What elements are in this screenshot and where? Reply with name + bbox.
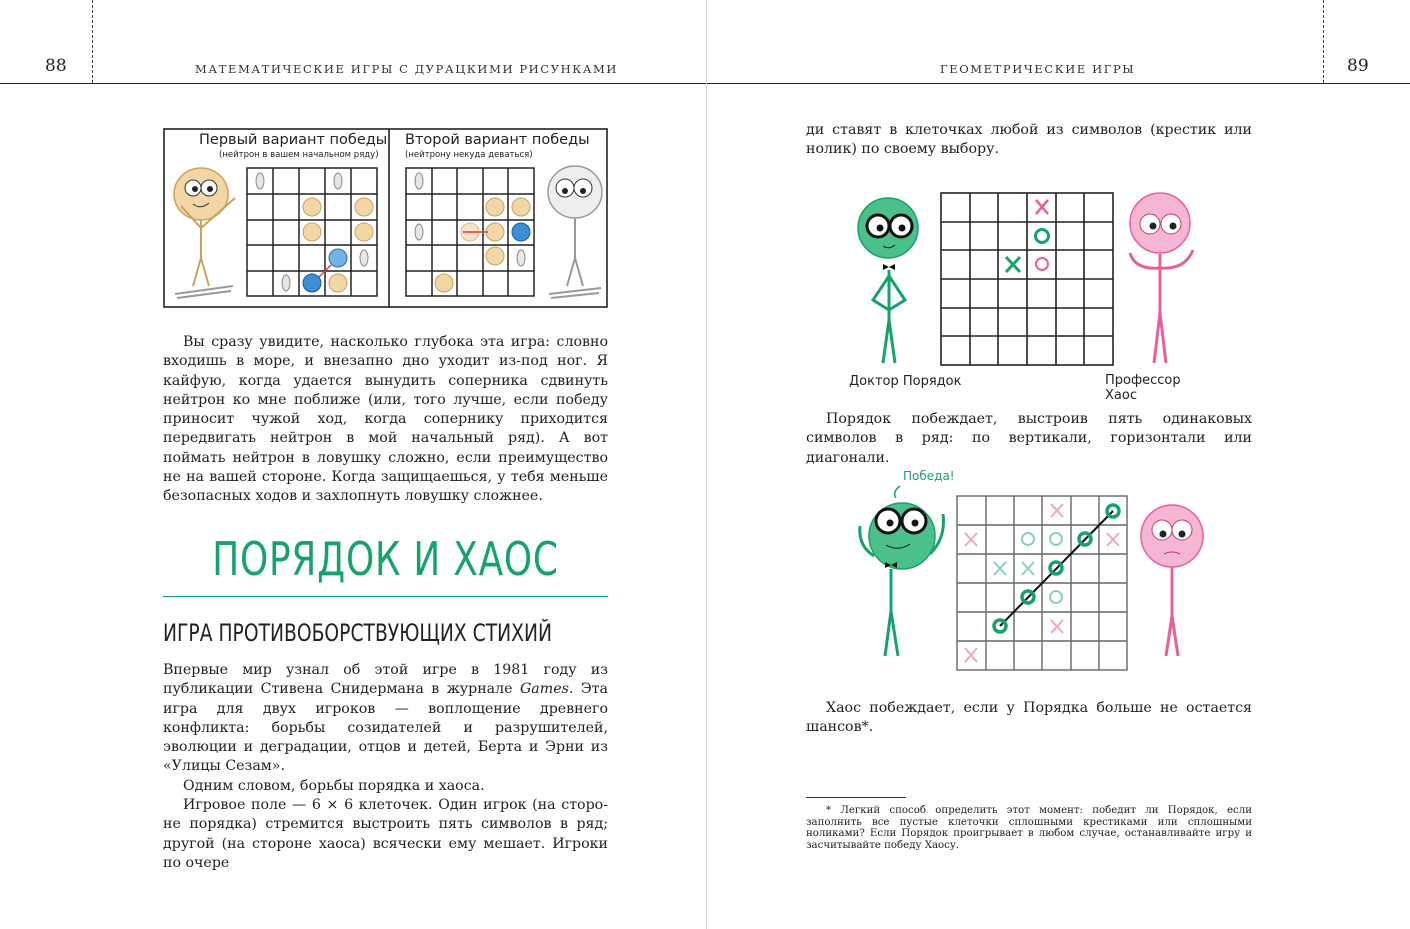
- right-para1-text: ди ставят в клеточках любой из символов (крестик или нолик) по своему выбору.: [806, 122, 1252, 158]
- victory-label: Победа!: [903, 469, 955, 483]
- right-para2-text: Порядок побеждает, выстроив пять одинаковых символов в ряд: по вертикали, горизонтали или диагонали.: [806, 411, 1252, 466]
- right-running-head: ГЕОМЕТРИЧЕСКИЕ ИГРЫ: [940, 62, 1136, 76]
- left-para2: [163, 661, 608, 777]
- footnote-rule: [806, 797, 906, 798]
- panel2-title: Второй вариант победы: [405, 132, 590, 148]
- panel1-caption: (нейтрон в вашем начальном ряду): [219, 150, 379, 160]
- defeated-chaos-character: [1141, 505, 1203, 656]
- victorious-order-character: [860, 503, 944, 656]
- right-para3-text: Хаос побеждает, если у Порядка больше не остается шансов*.: [806, 700, 1252, 736]
- panel1-title: Первый вариант победы: [199, 132, 388, 148]
- professor-chaos-label: Профессор Хаос: [1105, 373, 1181, 403]
- left-para1-text: Вы сразу увидите, насколько глубока эта игра: словно входишь в море, и внезапно дно уходит из-под ног. Я кайфую, когда удается вынудить соперника сдвинуть нейтрон ко мне поближе (или, того лучше, если победу приносит чужой ход, когда сопернику приходится передвигать нейтрон в мой начальный ряд). А вот поймать нейтрон в ловушку сложно, если преимущество не на вашей стороне. Когда защищаешься, у тебя меньше безопасных ходов и захлопнуть ловушку сложнее.: [163, 334, 608, 505]
- left-page-number: 88: [45, 56, 67, 76]
- book-spine: [706, 0, 707, 929]
- left-header-divider: [92, 0, 93, 83]
- right-header-divider: [1323, 0, 1324, 83]
- left-paragraph-1: [163, 333, 608, 507]
- panel2-caption: (нейтрону некуда деваться): [405, 150, 533, 160]
- right-header-rule: [707, 83, 1410, 84]
- footnote: * Легкий способ определить этот момент: победит ли Порядок, если заполнить все пустые клеточки сплошными крестиками или сплошными ноликами? Если Порядок проигрывает в любом случае, останавливайте игру и засчитывайте победу Хаосу.: [806, 805, 1252, 851]
- doctor-order-label: Доктор Порядок: [849, 374, 962, 389]
- heading-rule: [163, 596, 608, 597]
- right-paragraph-2: [806, 410, 1252, 468]
- left-para3: Одним словом, борьбы порядка и хаоса.: [183, 777, 485, 794]
- order-victory-figure: [840, 466, 1220, 676]
- left-para4: Игровое поле — 6 × 6 клеточек. Один игрок (на стороне порядка) стремится выстроить пять символов в ряд; другой (на стороне хаоса) всячески ему мешает. Игроки по очере: [163, 797, 608, 871]
- left-running-head: МАТЕМАТИЧЕСКИЕ ИГРЫ С ДУРАЦКИМИ РИСУНКАМИ: [195, 62, 619, 76]
- doctor-order-character: [858, 198, 918, 363]
- left-para2-after: . Эта игра для двух игроков — воплощение древнего конфликта: борьбы созидателей и разрушителей, эволюции и деградации, отцов и детей, Берта и Эрни из «Улицы Сезам».: [163, 681, 608, 775]
- order-chaos-board-figure: [845, 188, 1215, 403]
- professor-chaos-character: [1130, 193, 1193, 363]
- left-paragraph-2: [163, 661, 608, 873]
- section-heading: ПОРЯДОК И ХАОС: [212, 532, 559, 586]
- right-paragraph-3: [806, 699, 1252, 738]
- journal-name: Games: [519, 681, 569, 698]
- left-para2-before: Впервые мир узнал об этой игре в 1981 году из публикации Стивена Снидермана в журнале: [163, 662, 608, 698]
- neutron-victory-figure: [163, 128, 608, 308]
- right-page-number: 89: [1347, 56, 1369, 76]
- left-header-rule: [0, 83, 706, 84]
- section-subheading: ИГРА ПРОТИВОБОРСТВУЮЩИХ СТИХИЙ: [163, 619, 553, 647]
- right-paragraph-1: [806, 121, 1252, 160]
